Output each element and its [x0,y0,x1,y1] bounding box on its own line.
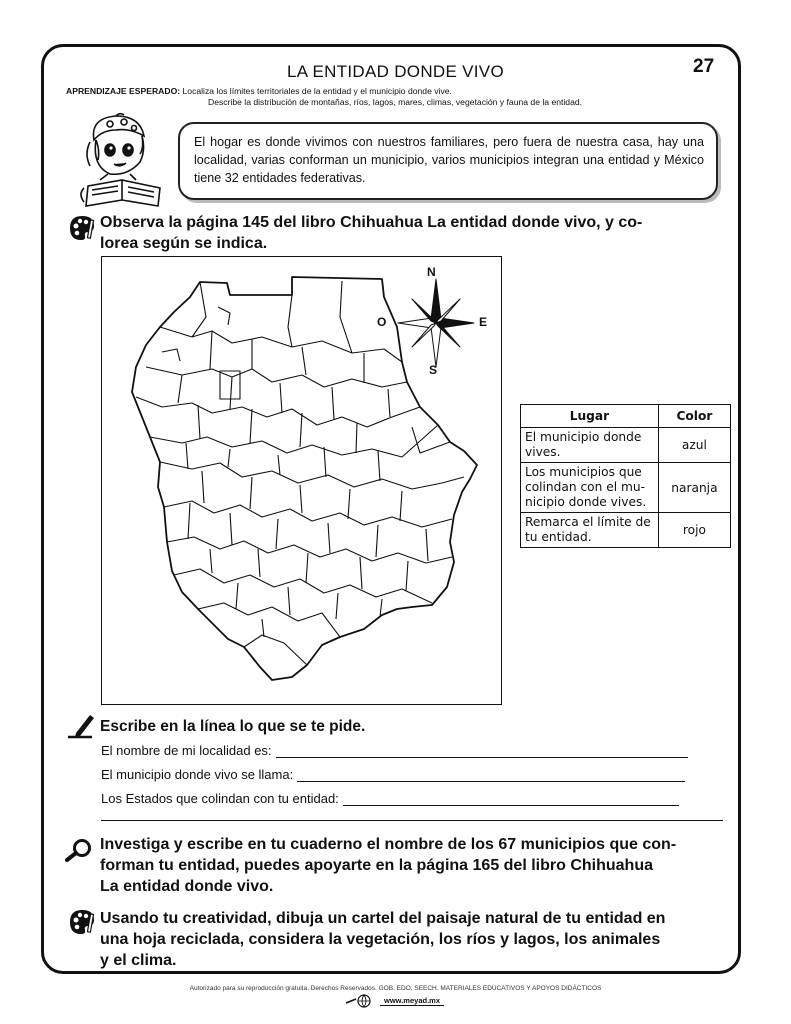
instruction-cartel-line-2: una hoja reciclada, considera la vegetación, los ríos y lagos, los animales [100,931,661,948]
field-municipio [101,767,685,782]
pencil-icon [66,713,96,739]
instruction-cartel-line-1: Usando tu creatividad, dibuja un cartel del paisaje natural de tu entidad en [100,910,666,927]
instruction-investiga-line-1: Investiga y escribe en tu cuaderno el nombre de los 67 municipios que con- [100,836,677,853]
table-cell-color: naranja [658,463,730,513]
color-legend-table [520,404,731,548]
intro-box: El hogar es donde vivimos con nuestros familiares, pero fuera de nuestra casa, hay una localidad, varias conforman un municipio, varios municipios integran una entidad y México tiene 32 entidades federativas. [178,122,718,200]
instruction-cartel [100,908,665,971]
table-header-row [521,405,731,428]
compass-west: O [377,315,387,329]
cell-line: nicipio donde vives. [525,495,647,509]
municipio-answer-line[interactable] [297,768,685,782]
estados-answer-line[interactable] [343,792,679,806]
instruction-observe-line-1: Observa la página 145 del libro Chihuahua La entidad donde vivo, y co- [100,214,643,231]
compass-east: E [479,315,488,329]
field-localidad-label: El nombre de mi localidad es: [101,743,272,758]
palette-brush-icon [68,214,96,242]
aprendizaje-line-1: Localiza los límites territoriales de la entidad y el municipio donde vive. [182,86,452,96]
page-number: 27 [693,56,715,77]
instruction-investiga-line-3: La entidad donde vivo. [100,878,274,895]
map-box [101,256,502,705]
write-heading: Escribe en la línea lo que se te pide. [100,718,366,735]
table-cell-color: azul [658,428,730,463]
instruction-observe [100,212,642,254]
child-reading-illustration [70,110,174,210]
aprendizaje-line-2: Describe la distribución de montañas, ríos, lagos, mares, climas, vegetación y fauna de la entidad. [208,97,583,107]
aprendizaje-label: APRENDIZAJE ESPERADO: [66,86,181,96]
footer-text: Autorizado para su reproducción gratuita. Derechos Reservados. GOB. EDO. SEECH. MATERIALES EDUCATIVOS Y APOYOS DIDÁCTICOS [189,985,602,992]
globe-icon [344,994,374,1008]
instruction-investiga-line-2: forman tu entidad, puedes apoyarte en la página 165 del libro Chihuahua [100,857,653,874]
instruction-observe-line-2: lorea según se indica. [100,235,268,252]
table-cell-lugar [521,428,659,463]
table-cell-color: rojo [658,513,730,548]
instruction-cartel-line-3: y el clima. [100,952,177,969]
localidad-answer-line[interactable] [276,744,688,758]
aprendizaje-esperado [66,86,582,108]
table-cell-lugar [521,513,659,548]
palette-brush-icon [68,908,96,936]
instruction-investiga [100,834,676,897]
cell-line: Remarca el límite de [525,515,651,529]
magnifier-icon [64,838,94,862]
compass-north: N [427,265,436,279]
field-estados [101,791,679,806]
table-header-color: Color [658,405,730,428]
extra-answer-line[interactable] [101,820,723,821]
cell-line: vives. [525,445,561,459]
field-municipio-label: El municipio donde vivo se llama: [101,767,294,782]
page-title: LA ENTIDAD DONDE VIVO [287,62,504,81]
table-row [521,428,731,463]
footer-url[interactable]: www.meyad.mx [380,996,444,1006]
cell-line: colindan con el mu- [525,480,645,494]
compass-south: S [429,363,438,377]
table-header-lugar: Lugar [521,405,659,428]
table-row [521,463,731,513]
table-row [521,513,731,548]
field-localidad [101,743,688,758]
table-cell-lugar [521,463,659,513]
cell-line: tu entidad. [525,530,592,544]
cell-line: El municipio donde [525,430,642,444]
cell-line: Los municipios que [525,465,642,479]
field-estados-label: Los Estados que colindan con tu entidad: [101,791,339,806]
